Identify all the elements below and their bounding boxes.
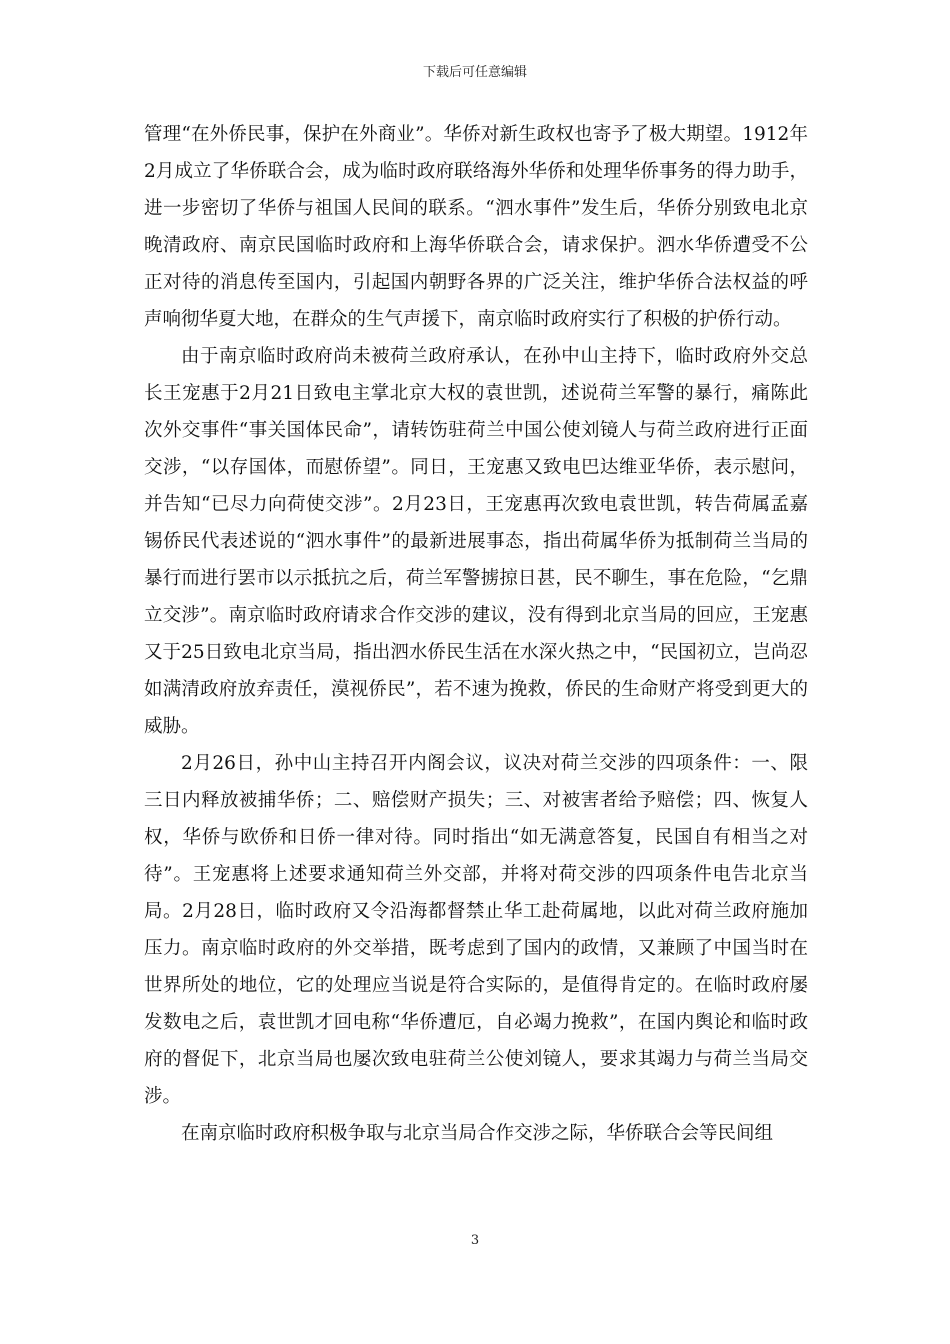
document-body [144, 116, 808, 1152]
paragraph-4: 在南京临时政府积极争取与北京当局合作交涉之际，华侨联合会等民间组 [181, 1123, 774, 1144]
page-number: 3 [470, 1233, 480, 1248]
paragraph-3: 2月26日，孙中山主持召开内阁会议，议决对荷兰交涉的四项条件：一、限三日内释放被捕华侨；二、赔偿财产损失；三、对被害者给予赔偿；四、恢复人权，华侨与欧侨和日侨一律对待。同时指出“如无满意答复，民国自有相当之对待”。王宠惠将上述要求通知荷兰外交部，并将对荷交涉的四项条件电告北京当局。2月28日，临时政府又令沿海都督禁止华工赴荷属地，以此对荷兰政府施加压力。南京临时政府的外交举措，既考虑到了国内的政情，又兼顾了中国当时在世界所处的地位，它的处理应当说是符合实际的，是值得肯定的。在临时政府屡发数电之后，袁世凯才回电称“华侨遭厄，自必竭力挽救”，在国内舆论和临时政府的督促下，北京当局也屡次致电驻荷兰公使刘镜人，要求其竭力与荷兰当局交涉。 [144, 753, 808, 1107]
paragraph-1: 管理“在外侨民事，保护在外商业”。华侨对新生政权也寄予了极大期望。1912年2月成立了华侨联合会，成为临时政府联络海外华侨和处理华侨事务的得力助手，进一步密切了华侨与祖国人民间的联系。“泗水事件”发生后，华侨分别致电北京晚清政府、南京民国临时政府和上海华侨联合会，请求保护。泗水华侨遭受不公正对待的消息传至国内，引起国内朝野各界的广泛关注，维护华侨合法权益的呼声响彻华夏大地，在群众的生气声援下，南京临时政府实行了积极的护侨行动。 [144, 124, 808, 330]
page-header: 下载后可任意编辑 [422, 65, 527, 80]
paragraph-2: 由于南京临时政府尚未被荷兰政府承认，在孙中山主持下，临时政府外交总长王宠惠于2月21日致电主掌北京大权的袁世凯，述说荷兰军警的暴行，痛陈此次外交事件“事关国体民命”，请转饬驻荷兰中国公使刘镜人与荷兰政府进行正面交涉，“以存国体，而慰侨望”。同日，王宠惠又致电巴达维亚华侨，表示慰问，并告知“已尽力向荷使交涉”。2月23日，王宠惠再次致电袁世凯，转告荷属孟嘉锡侨民代表述说的“泗水事件”的最新进展事态，指出荷属华侨为抵制荷兰当局的暴行而进行罢市以示抵抗之后，荷兰军警掳掠日甚，民不聊生，事在危险，“乞鼎立交涉”。南京临时政府请求合作交涉的建议，没有得到北京当局的回应，王宠惠又于25日致电北京当局，指出泗水侨民生活在水深火热之中，“民国初立，岂尚忍如满清政府放弃责任，漠视侨民”，若不速为挽救，侨民的生命财产将受到更大的威胁。 [144, 346, 808, 737]
